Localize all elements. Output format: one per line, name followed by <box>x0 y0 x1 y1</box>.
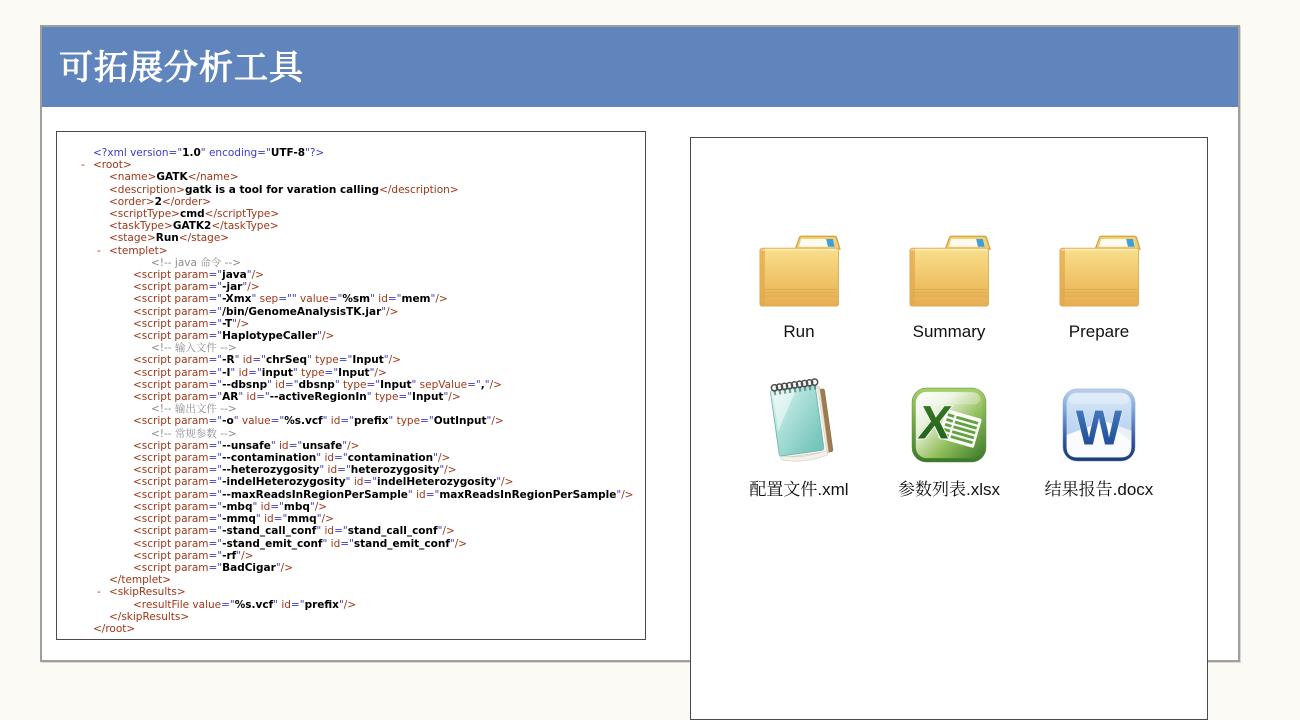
excel-icon <box>907 382 991 468</box>
file-item-docx <box>1024 376 1174 500</box>
xml-code: <?xml version="1.0" encoding="UTF-8"?> - <root> <name>GATK</name> <description>gatk is a tool for varation calling</description> <order>2</order> <scriptType>cmd</scriptType> <taskType>GATK2</taskType> <stage>Run</stage> - <templet> <!-- java 命令 --> <script param="java"/> <script param="-jar"/> <script param="-Xmx" sep="" value="%sm" id="mem"/> <script param="/bin/GenomeAnalysisTK.jar"/> <script param="-T"/> <script param="HaplotypeCaller"/> <!-- 输入文件 --> <script param="-R" id="chrSeq" type="Input"/> <script param="-I" id="input" type="Input"/> <script param="--dbsnp" id="dbsnp" type="Input" sepValue=","/> <script param="AR" id="--activeRegionIn" type="Input"/> <!-- 输出文件 --> <script param="-o" value="%s.vcf" id="prefix" type="OutInput"/> <!-- 常规参数 --> <script param="--unsafe" id="unsafe"/> <script param="--contamination" id="contamination"/> <script param="--heterozygosity" id="heterozygosity"/> <script param="-indelHeterozygosity" id="indelHeterozygosity"/> <script param="--maxReadsInRegionPerSample" id="maxReadsInRegionPerSample"/> <script param="-mbq" id="mbq"/> <script param="-mmq" id="mmq"/> <script param="-stand_call_conf" id="stand_call_conf"/> <script param="-stand_emit_conf" id="stand_emit_conf"/> <script param="-rf"/> <script param="BadCigar"/> </templet> - <skipResults> <resultFile value="%s.vcf" id="prefix"/> </skipResults> </root> <box>81 147 634 635</box>
folder-label: Prepare <box>1068 322 1130 341</box>
notepad-icon <box>749 376 849 468</box>
file-label: 参数列表.xlsx <box>898 480 1000 499</box>
folder-item-run <box>724 220 874 342</box>
slide <box>40 25 1240 662</box>
folder-item-summary <box>874 220 1024 342</box>
word-icon <box>1058 382 1140 468</box>
folder-icon <box>903 220 995 315</box>
folder-icon <box>1053 220 1145 315</box>
folder-row <box>691 220 1207 342</box>
file-label: 配置文件.xml <box>749 480 849 499</box>
file-item-xml <box>724 376 874 500</box>
file-label: 结果报告.docx <box>1044 480 1154 499</box>
output-files-panel <box>690 137 1208 720</box>
file-item-xlsx <box>874 376 1024 500</box>
file-row <box>691 376 1207 500</box>
folder-label: Summary <box>912 322 986 341</box>
xml-config-panel <box>56 131 646 640</box>
slide-header <box>42 27 1238 107</box>
folder-icon <box>753 220 845 315</box>
folder-label: Run <box>783 322 815 341</box>
page-title: 可拓展分析工具 <box>59 49 304 87</box>
folder-item-prepare <box>1024 220 1174 342</box>
